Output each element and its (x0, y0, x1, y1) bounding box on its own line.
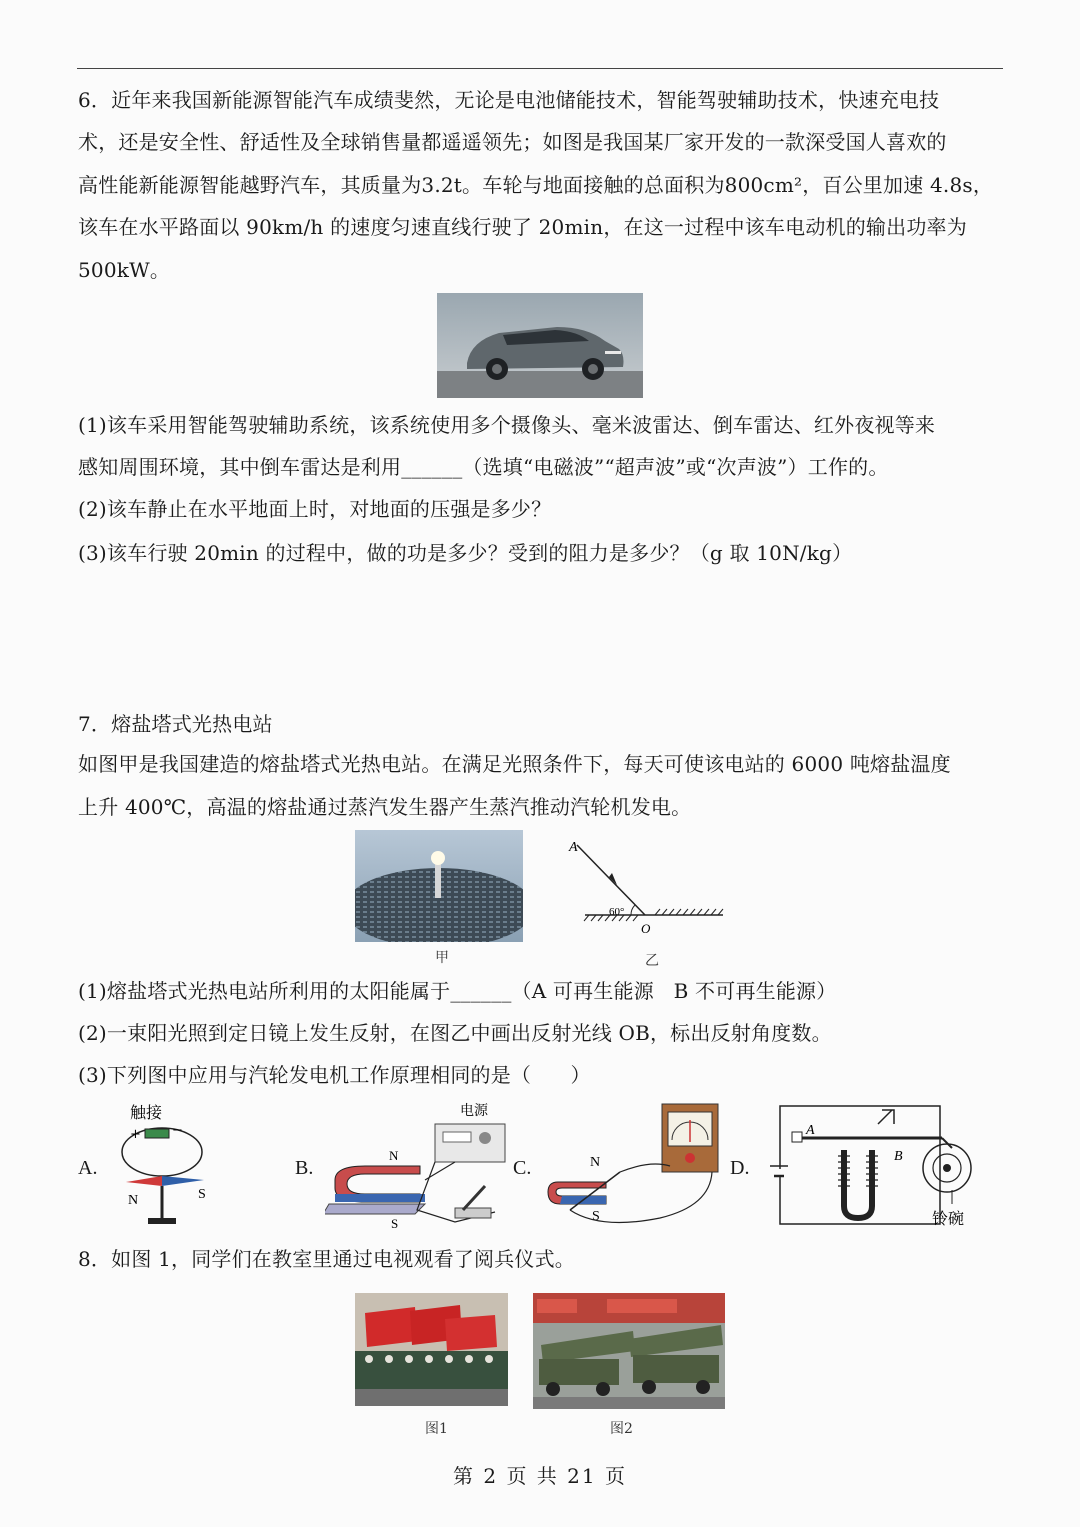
fig-jia-caption: 甲 (435, 950, 449, 966)
parade-photo-2 (533, 1293, 725, 1409)
option-d-bell: 铃碗 (932, 1209, 965, 1228)
q7-intro-1: 如图甲是我国建造的熔盐塔式光热电站。在满足光照条件下，每天可使该电站的 6000 吨熔盐温度 (78, 752, 951, 776)
option-a-touch: 触接 (130, 1103, 163, 1122)
top-rule (77, 68, 1003, 69)
option-a-n: N (128, 1193, 139, 1208)
angle-label: 60° (609, 906, 625, 918)
car-photo (437, 293, 643, 398)
option-b-power: 电源 (460, 1103, 488, 1119)
option-b-label: B. (295, 1157, 314, 1179)
option-b-s: S (391, 1216, 399, 1230)
option-c-n: N (590, 1155, 601, 1170)
q6-sub1-line1: (1)该车采用智能驾驶辅助系统，该系统使用多个摄像头、毫米波雷达、倒车雷达、红外夜视等来 (78, 413, 936, 437)
fig1-caption: 图1 (425, 1421, 448, 1437)
fig2-caption: 图2 (610, 1421, 633, 1437)
option-a-plus: + (130, 1127, 141, 1142)
fig-yi-caption: 乙 (645, 953, 659, 969)
option-a-s: S (198, 1187, 206, 1202)
q7-sub1: (1)熔盐塔式光热电站所利用的太阳能属于______（A 可再生能源 B 不可再生能源） (78, 979, 837, 1003)
option-c-figure (540, 1100, 730, 1230)
q7-intro-2: 上升 400℃，高温的熔盐通过蒸汽发生器产生蒸汽推动汽轮机发电。 (78, 795, 692, 819)
label-A: A (569, 840, 578, 855)
q6-line-5: 500kW。 (78, 258, 171, 282)
label-O: O (641, 921, 651, 936)
q7-sub2: (2)一束阳光照到定日镜上发生反射，在图乙中画出反射光线 OB，标出反射角度数。 (78, 1021, 832, 1045)
option-d-a: A (806, 1123, 815, 1138)
option-b-figure (325, 1100, 520, 1230)
option-d-b: B (894, 1149, 903, 1164)
q6-sub3: (3)该车行驶 20min 的过程中，做的功是多少？受到的阻力是多少？（g 取 10N/kg） (78, 541, 853, 565)
q7-title: 7．熔盐塔式光热电站 (78, 712, 273, 736)
option-c-label: C. (513, 1157, 532, 1179)
parade-photo-1 (355, 1293, 508, 1406)
q6-line-1: 6．近年来我国新能源智能汽车成绩斐然，无论是电池储能技术，智能驾驶辅助技术，快速充电技 (78, 88, 940, 112)
q6-sub1-line2: 感知周围环境，其中倒车雷达是利用______（选填“电磁波”“超声波”或“次声波”）工作的。 (78, 455, 889, 479)
option-c-s: S (592, 1209, 600, 1224)
q6-sub2: (2)该车静止在水平地面上时，对地面的压强是多少？ (78, 497, 552, 521)
q6-line-2: 术，还是安全性、舒适性及全球销售量都遥遥领先；如图是我国某厂家开发的一款深受国人喜欢的 (78, 130, 947, 154)
q6-line-4: 该车在水平路面以 90km/h 的速度匀速直线行驶了 20min，在这一过程中该车电动机的输出功率为 (78, 215, 967, 239)
option-a-label: A. (78, 1157, 98, 1179)
reflection-diagram (565, 835, 730, 940)
page-footer: 第 2 页 共 21 页 (453, 1464, 627, 1488)
solar-plant-photo (355, 830, 523, 942)
option-a-figure (112, 1100, 222, 1230)
option-d-figure (762, 1100, 987, 1230)
option-b-n: N (389, 1148, 399, 1163)
q8-text: 8．如图 1，同学们在教室里通过电视观看了阅兵仪式。 (78, 1247, 576, 1271)
option-a-minus: − (172, 1123, 183, 1138)
q6-line-3: 高性能新能源智能越野汽车，其质量为3.2t。车轮与地面接触的总面积为800cm²，百公里加速 4.8s， (78, 173, 994, 197)
option-d-label: D. (730, 1157, 750, 1179)
q7-sub3: (3)下列图中应用与汽轮发电机工作原理相同的是（ ） (78, 1063, 591, 1087)
